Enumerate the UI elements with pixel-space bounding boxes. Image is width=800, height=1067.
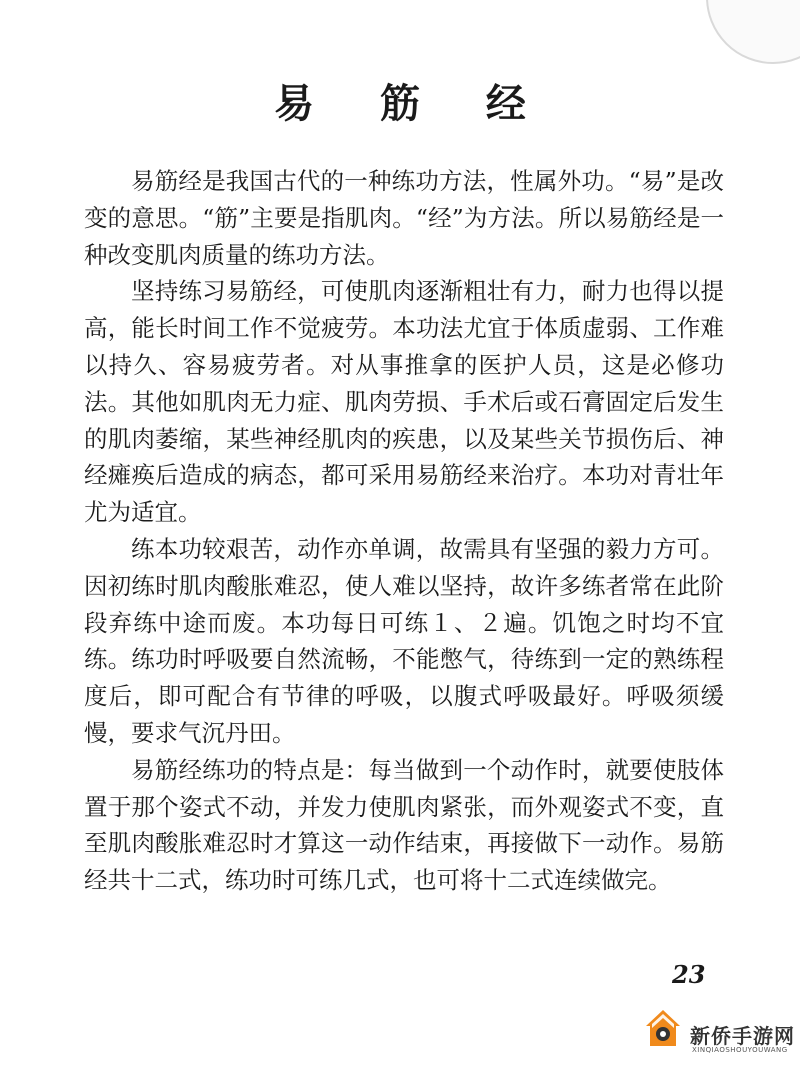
page-corner-curl	[706, 0, 800, 64]
paragraph-3: 练本功较艰苦，动作亦单调，故需具有坚强的毅力方可。因初练时肌肉酸胀难忍，使人难以坚持，故许多练者常在此阶段弃练中途而废。本功每日可练１、２遍。饥饱之时均不宜练。练功时呼吸要自然流畅，不能憋气，待练到一定的熟练程度后，即可配合有节律的呼吸，以腹式呼吸最好。呼吸须缓慢，要求气沉丹田。	[84, 534, 724, 747]
paragraph-4: 易筋经练功的特点是：每当做到一个动作时，就要使肢体置于那个姿式不动，并发力使肌肉紧张，而外观姿式不变，直至肌肉酸胀难忍时才算这一动作结束，再接做下一动作。易筋经共十二式，练功时可练几式，也可将十二式连续做完。	[84, 755, 724, 895]
paragraph-2: 坚持练习易筋经，可使肌肉逐渐粗壮有力，耐力也得以提高，能长时间工作不觉疲劳。本功法尤宜于体质虚弱、工作难以持久、容易疲劳者。对从事推拿的医护人员，这是必修功法。其他如肌肉无力症、肌肉劳损、手术后或石膏固定后发生的肌肉萎缩，某些神经肌肉的疾患，以及某些关节损伤后、神经瘫痪后造成的病态，都可采用易筋经来治疗。本功对青壮年尤为适宜。	[84, 277, 724, 527]
page-title: 易 筋 经	[274, 80, 552, 127]
watermark-subtitle: XINQIAOSHOUYOUWANG	[692, 1046, 788, 1054]
page-number: 23	[672, 960, 706, 989]
watermark-title: 新侨手游网	[690, 1024, 795, 1048]
body-text	[84, 163, 724, 899]
watermark	[636, 1000, 800, 1067]
paragraph-1: 易筋经是我国古代的一种练功方法，性属外功。“易”是改变的意思。“筋”主要是指肌肉。“经”为方法。所以易筋经是一种改变肌肉质量的练功方法。	[84, 167, 724, 269]
house-logo-icon	[642, 1004, 684, 1052]
